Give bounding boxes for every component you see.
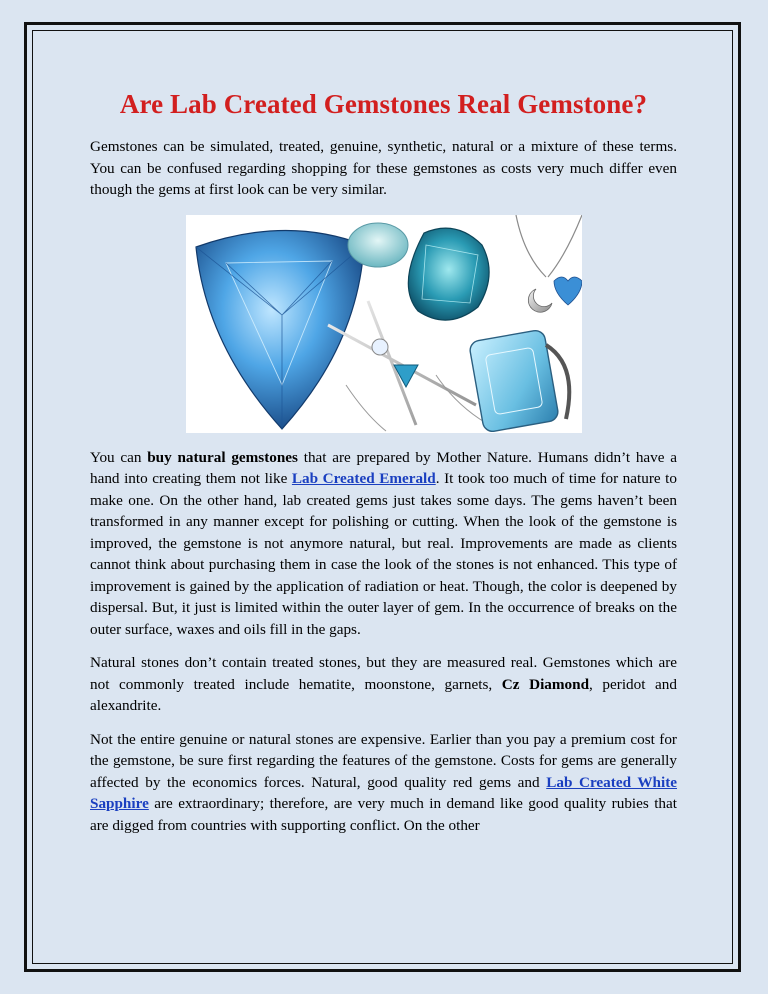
text-run: Natural stones don’t contain treated stones, but they are measured real. Gemstones which are not commonly treated include hematite, moonstone, garnets,	[90, 654, 677, 693]
bold-phrase: buy natural gemstones	[147, 448, 298, 466]
page-title: Are Lab Created Gemstones Real Gemstone?	[119, 89, 648, 119]
bold-phrase: Cz Diamond	[501, 675, 590, 693]
text-run: You can	[90, 448, 148, 466]
document-content	[90, 86, 677, 836]
lab-created-emerald-link[interactable]: Lab Created Emerald	[291, 470, 436, 487]
text-run: Not the entire genuine or natural stones are expensive. Earlier than you pay a premium cost for the gemstone, be sure first regarding the features of the gemstone. Costs for gems are generally affected by the economics forces. Natural, good quality red gems and	[90, 730, 677, 791]
gemstones-illustration-icon	[186, 215, 582, 433]
intro-paragraph: Gemstones can be simulated, treated, genuine, synthetic, natural or a mixture of these terms. You can be confused regarding shopping for these gemstones as costs very much differ even though the gems at first look can be very similar.	[90, 138, 677, 198]
cushion-gem-icon	[408, 228, 489, 320]
text-run: that are prepared by Mother Nature. Humans didn’t have a hand into creating them not like	[90, 448, 677, 487]
body-paragraph-2	[90, 652, 677, 717]
body-paragraph-3	[90, 729, 677, 837]
text-run: are extraordinary; therefore, are very much in demand like good quality rubies that are digged from countries with supporting conflict. On the other	[90, 795, 677, 834]
text-run: . It took too much of time for nature to make one. On the other hand, lab created gems just takes some days. The gems haven’t been transformed in any manner except for polishing or cutting. When the look of the gemstone is improved, the gemstone is not anymore natural, but real. Improvements are made as clients cannot think about purchasing them in case the look of the stones is not enhanced. This type of improvement is gained by the application of radiation or heat. Though, the color is deepened by dispersal. But, it just is limited within the outer layer of gem. In the occurrence of breaks on the outer surface, waxes and oils fill in the gaps.	[90, 470, 677, 638]
text-run: , peridot and alexandrite.	[90, 675, 677, 714]
lab-created-white-sapphire-link[interactable]: Lab Created White Sapphire	[90, 773, 678, 812]
emerald-cut-gem-icon	[468, 329, 559, 433]
body-paragraph-1	[90, 447, 677, 641]
gemstones-image	[186, 215, 582, 433]
